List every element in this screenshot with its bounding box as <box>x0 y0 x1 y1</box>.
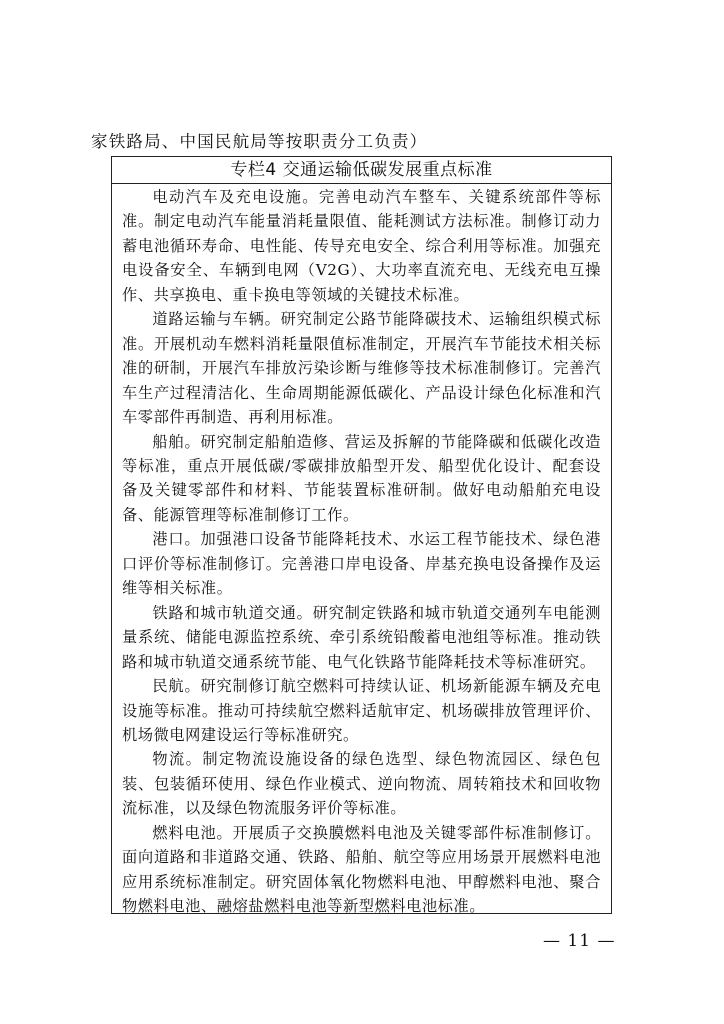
paragraph-title: 电动汽车及充电设施。 <box>152 188 319 206</box>
paragraph-title: 燃料电池。 <box>152 823 233 842</box>
paragraph-logistics <box>122 747 601 820</box>
lead-text: 家铁路局、中国民航局等按职责分工负责） <box>91 132 428 151</box>
paragraph-text: 制定物流设施设备的绿色选型、绿色物流园区、绿色包装、包装循环使用、绿色作业模式、逆向物流、周转箱技术和回收物流标准，以及绿色物流服务评价等标准。 <box>122 750 601 818</box>
paragraph-ev <box>122 185 601 307</box>
paragraph-text: 研究制定铁路和城市轨道交通列车电能测量系统、储能电源监控系统、牵引系统铅酸蓄电池组等标准。推动铁路和城市轨道交通系统节能、电气化铁路节能降耗技术等标准研究。 <box>122 603 602 671</box>
page-number: — 11 — <box>543 931 616 951</box>
column-title: 专栏4 交通运输低碳发展重点标准 <box>112 157 611 184</box>
paragraph-title: 铁路和城市轨道交通。 <box>152 603 313 622</box>
paragraph-title: 民航。 <box>152 677 201 696</box>
paragraph-fuel-cell <box>122 821 601 919</box>
column-body <box>112 184 611 919</box>
paragraph-port <box>122 527 601 600</box>
paragraph-title: 道路运输与车辆。 <box>152 310 281 329</box>
paragraph-text: 研究制定公路节能降碳技术、运输组织模式标准。开展机动车燃料消耗量限值标准制定，开展汽车节能技术相关标准的研制，开展汽车排放污染诊断与维修等技术标准制修订。完善汽车生产过程清洁化、生命周期能源低碳化、产品设计绿色化标准和汽车零部件再制造、再利用标准。 <box>122 310 601 427</box>
paragraph-road <box>122 307 601 429</box>
paragraph-text: 开展质子交换膜燃料电池及关键零部件标准制修订。面向道路和非道路交通、铁路、船舶、航空等应用场景开展燃料电池应用系统标准制定。研究固体氧化物燃料电池、甲醇燃料电池、聚合物燃料电池、融熔盐燃料电池等新型燃料电池标准。 <box>122 823 601 916</box>
paragraph-title: 船舶。 <box>152 432 201 451</box>
paragraph-ship <box>122 430 601 528</box>
paragraph-aviation <box>122 674 601 747</box>
column-box <box>111 156 612 914</box>
paragraph-rail <box>122 601 601 674</box>
paragraph-text: 研究制定船舶造修、营运及拆解的节能降碳和低碳化改造等标准，重点开展低碳/零碳排放船型开发、船型优化设计、配套设备及关键零部件和材料、节能装置标准研制。做好电动船舶充电设备、能源管理等标准制修订工作。 <box>122 432 601 524</box>
paragraph-text: 研究制修订航空燃料可持续认证、机场新能源车辆及充电设施等标准。推动可持续航空燃料适航审定、机场碳排放管理评价、机场微电网建设运行等标准研究。 <box>122 677 601 744</box>
paragraph-text: 加强港口设备节能降耗技术、水运工程节能技术、绿色港口评价等标准制修订。完善港口岸电设备、岸基充换电设备操作及运维等相关标准。 <box>122 530 601 598</box>
paragraph-text: 完善电动汽车整车、关键系统部件等标准。制定电动汽车能量消耗量限值、能耗测试方法标准。制修订动力蓄电池循环寿命、电性能、传导充电安全、综合利用等标准。加强充电设备安全、车辆到电网（V2G）、大功率直流充电、无线充电互操作、共享换电、重卡换电等领域的关键技术标准。 <box>122 188 601 304</box>
paragraph-title: 物流。 <box>152 750 203 769</box>
paragraph-title: 港口。 <box>152 530 201 549</box>
